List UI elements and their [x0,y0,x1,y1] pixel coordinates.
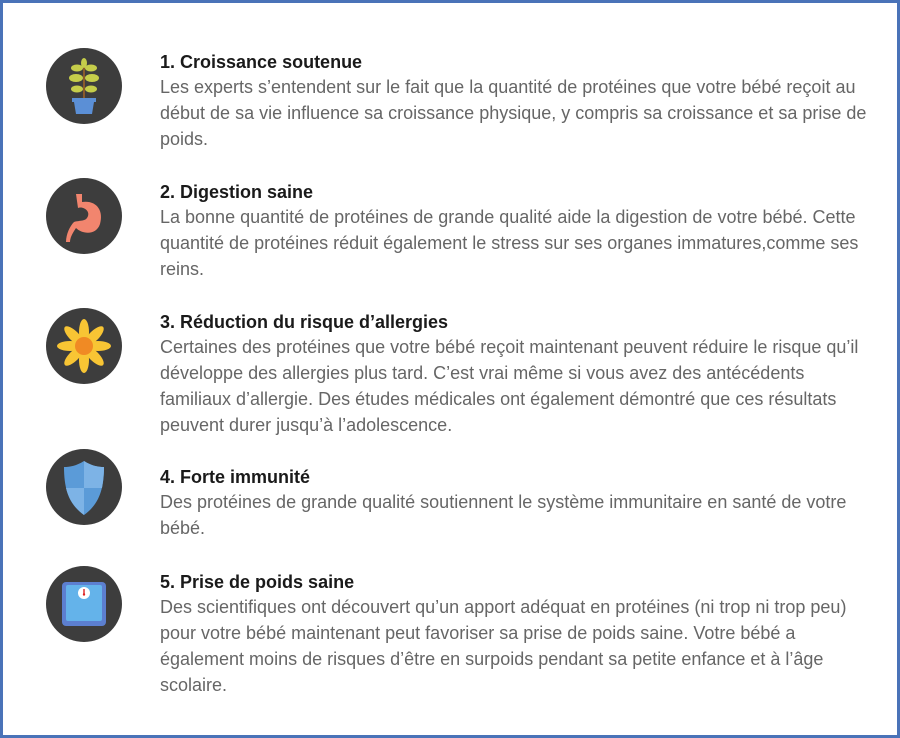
benefit-description: Les experts s’entendent sur le fait que la quantité de protéines que votre bébé reçoit au début de sa vie influence sa croissance physique, y compris sa croissance et sa prise de poids. [160,77,867,149]
flower-icon [46,308,122,384]
benefit-description: La bonne quantité de protéines de grande qualité aide la digestion de votre bébé. Cette quantité de protéines réduit également le stress sur ses organes immatures,comme ses reins. [160,207,859,279]
benefit-description: Certaines des protéines que votre bébé reçoit maintenant peuvent réduire le risque qu’il développe des allergies plus tard. C’est vrai même si vous avez des antécédents familiaux d’allergie. Des études médicales ont également démontré que ces résultats peuvent durer jusqu’à l’adolescence. [160,337,859,435]
benefit-title: 2. Digestion saine [160,182,314,202]
scale-icon [46,566,122,642]
benefit-description: Des protéines de grande qualité soutiennent le système immunitaire en santé de votre bébé. [160,492,847,538]
stomach-icon [46,178,122,254]
shield-icon [46,449,122,525]
benefit-title: 5. Prise de poids saine [160,572,355,592]
plant-icon [46,48,122,124]
benefit-title: 3. Réduction du risque d’allergies [160,312,449,332]
benefit-description: Des scientifiques ont découvert qu’un apport adéquat en protéines (ni trop ni trop peu) pour votre bébé maintenant peut favoriser sa prise de poids saine. Votre bébé a également moins de risques d’être en surpoids pendant sa petite enfance et à l’âge scolaire. [160,597,847,695]
benefit-title: 4. Forte immunité [160,467,311,487]
benefit-title: 1. Croissance soutenue [160,52,363,72]
